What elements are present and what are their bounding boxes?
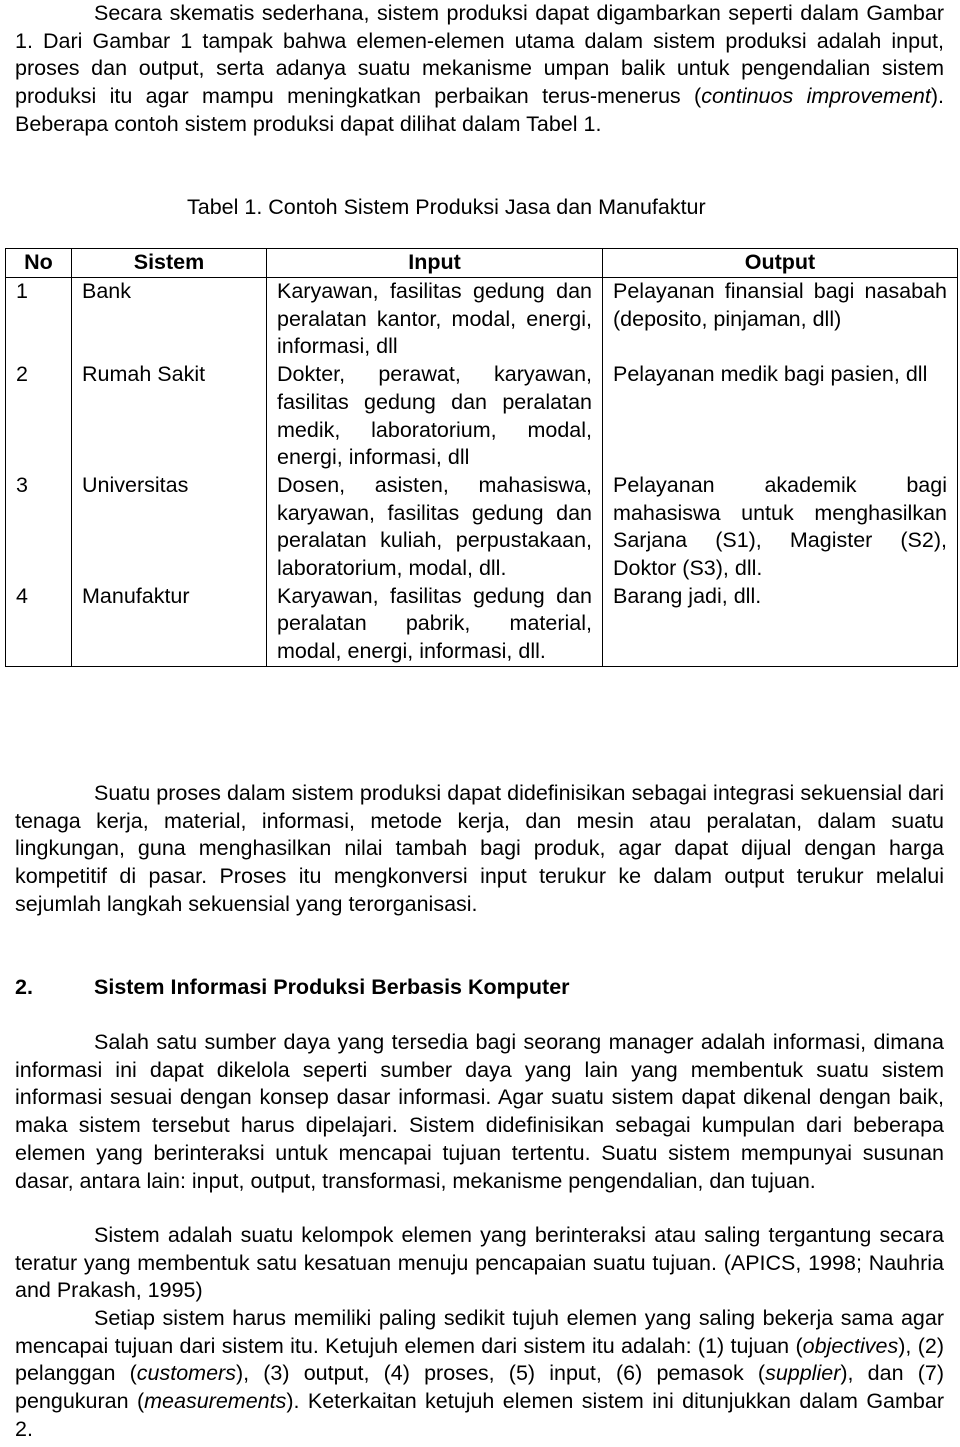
row-no: 3 [6, 472, 72, 583]
section-title: Sistem Informasi Produksi Berbasis Komputer [94, 975, 570, 999]
italic-term: objectives [802, 1333, 899, 1358]
system-paragraph-3: Setiap sistem harus memiliki paling sedikit tujuh elemen yang saling bekerja sama agar mencapai tujuan dari sistem itu. Ketujuh elemen dari sistem itu adalah: (1) tujuan (objectives), (2) pelanggan (customers), (3) output, (4) proses, (5) input, (6) pemasok (supplier), dan (7) pengukuran (measurements). Keterkaitan ketujuh elemen sistem ini ditunjukkan dalam Gambar 2. [15, 1306, 944, 1441]
table-row [6, 361, 958, 472]
process-paragraph: Suatu proses dalam sistem produksi dapat didefinisikan sebagai integrasi sekuensial dari tenaga kerja, material, informasi, metode kerja, dan mesin atau peralatan, dalam suatu lingkungan, guna menghasilkan nilai tambah bagi produk, agar dapat dijual dengan harga kompetitif di pasar. Proses itu mengkonversi input terukur ke dalam output terukur melalui sejumlah langkah sekuensial yang terorganisasi. [15, 781, 944, 916]
header-no: No [6, 249, 72, 278]
row-input: Karyawan, fasilitas gedung dan peralatan kantor, modal, energi, informasi, dll [267, 278, 603, 362]
table-row [6, 583, 958, 667]
table-row [6, 472, 958, 583]
table-caption: Tabel 1. Contoh Sistem Produksi Jasa dan Manufaktur [187, 195, 706, 219]
system-paragraph-1: Salah satu sumber daya yang tersedia bagi seorang manager adalah informasi, dimana informasi ini dapat dikelola seperti sumber daya yang lain yang membentuk suatu sistem informasi sesuai dengan konsep dasar informasi. Agar suatu sistem dapat dikenal dengan baik, maka sistem tersebut harus dipelajari. Sistem didefinisikan sebagai kumpulan dari beberapa elemen yang berinteraksi untuk mencapai tujuan tertentu. Suatu sistem mempunyai susunan dasar, antara lain: input, output, transformasi, mekanisme pengendalian, dan tujuan. [15, 1030, 944, 1193]
row-output: Barang jadi, dll. [603, 583, 958, 667]
row-no: 2 [6, 361, 72, 472]
row-input: Dosen, asisten, mahasiswa, karyawan, fasilitas gedung dan peralatan kuliah, perpustakaan, laboratorium, modal, dll. [267, 472, 603, 583]
row-sistem: Rumah Sakit [72, 361, 267, 472]
header-sistem: Sistem [72, 249, 267, 278]
italic-term: customers [136, 1361, 236, 1386]
row-output: Pelayanan finansial bagi nasabah (deposito, pinjaman, dll) [603, 278, 958, 362]
header-output: Output [603, 249, 958, 278]
section-number: 2. [15, 975, 33, 999]
row-sistem: Bank [72, 278, 267, 362]
intro-italic-term: continuos improvement [701, 84, 931, 109]
system-paragraph-2: Sistem adalah suatu kelompok elemen yang berinteraksi atau saling tergantung secara teratur yang membentuk satu kesatuan menuju pencapaian suatu tujuan. (APICS, 1998; Nauhria and Prakash, 1995) [15, 1223, 944, 1303]
header-input: Input [267, 249, 603, 278]
row-sistem: Universitas [72, 472, 267, 583]
intro-paragraph: Secara skematis sederhana, sistem produksi dapat digambarkan seperti dalam Gambar 1. Dari Gambar 1 tampak bahwa elemen-elemen utama dalam sistem produksi adalah input, proses dan output, serta adanya suatu mekanisme umpan balik untuk pengendalian sistem produksi itu agar mampu meningkatkan perbaikan terus-menerus (continuos improvement). Beberapa contoh sistem produksi dapat dilihat dalam Tabel 1. [15, 1, 944, 136]
italic-term: supplier [765, 1361, 841, 1386]
table-row [6, 278, 958, 362]
section-heading [15, 973, 570, 1001]
production-systems-table [5, 248, 958, 667]
row-input: Karyawan, fasilitas gedung dan peralatan pabrik, material, modal, energi, informasi, dll. [267, 583, 603, 667]
table-header-row [6, 249, 958, 278]
italic-term: measurements [144, 1389, 287, 1414]
row-output: Pelayanan medik bagi pasien, dll [603, 361, 958, 472]
row-sistem: Manufaktur [72, 583, 267, 667]
row-no: 4 [6, 583, 72, 667]
row-no: 1 [6, 278, 72, 362]
row-input: Dokter, perawat, karyawan, fasilitas gedung dan peralatan medik, laboratorium, modal, energi, informasi, dll [267, 361, 603, 472]
row-output: Pelayanan akademik bagi mahasiswa untuk menghasilkan Sarjana (S1), Magister (S2), Doktor (S3), dll. [603, 472, 958, 583]
